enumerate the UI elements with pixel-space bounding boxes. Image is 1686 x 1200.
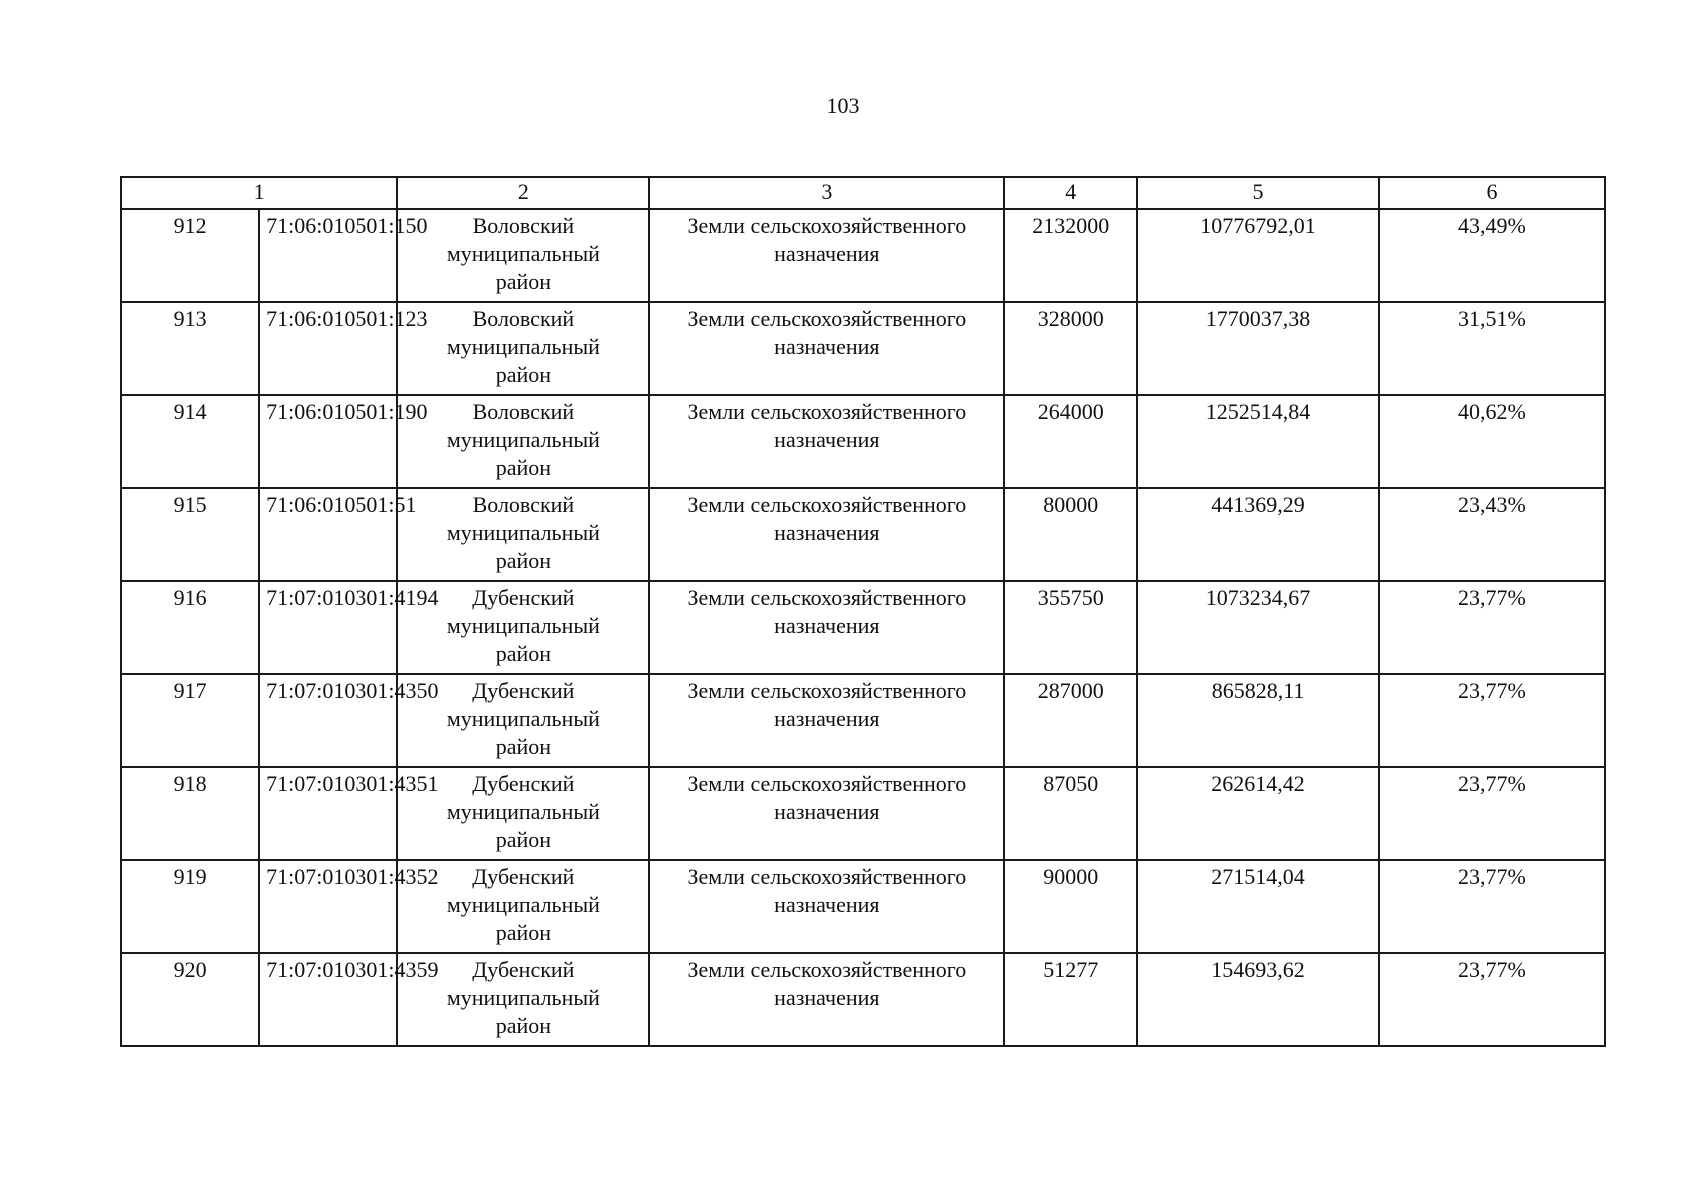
header-cell-4: 4 (1004, 177, 1137, 209)
land-category-cell (649, 209, 1004, 302)
land-category-cell (649, 488, 1004, 581)
land-category-cell-line: назначения (774, 334, 880, 359)
district-cell-line: муниципальный (446, 334, 600, 359)
district-cell-line: муниципальный (446, 427, 600, 452)
percent-cell: 23,77% (1379, 767, 1605, 860)
header-cell-1: 1 (121, 177, 397, 209)
district-cell-line: район (495, 920, 552, 945)
cadastral-number-cell: 71:07:010301:4351 (259, 767, 397, 860)
cadastral-value-cell: 1252514,84 (1137, 395, 1379, 488)
district-cell-line: район (495, 269, 552, 294)
percent-cell: 23,77% (1379, 581, 1605, 674)
row-number-cell: 914 (121, 395, 259, 488)
percent-cell: 23,77% (1379, 953, 1605, 1046)
area-cell: 90000 (1004, 860, 1137, 953)
area-cell: 51277 (1004, 953, 1137, 1046)
land-category-cell-line: Земли сельскохозяйственного (687, 585, 967, 610)
cadastral-number-cell: 71:06:010501:123 (259, 302, 397, 395)
cadastral-number-cell: 71:07:010301:4350 (259, 674, 397, 767)
cadastral-value-cell: 271514,04 (1137, 860, 1379, 953)
table-row (121, 674, 1605, 767)
percent-cell: 43,49% (1379, 209, 1605, 302)
land-category-cell-line: назначения (774, 520, 880, 545)
percent-cell: 31,51% (1379, 302, 1605, 395)
row-number-cell: 918 (121, 767, 259, 860)
area-cell: 80000 (1004, 488, 1137, 581)
table-row (121, 767, 1605, 860)
percent-cell: 40,62% (1379, 395, 1605, 488)
district-cell (397, 302, 649, 395)
table-row (121, 488, 1605, 581)
district-cell-line: район (495, 734, 552, 759)
row-number-cell: 916 (121, 581, 259, 674)
cadastral-value-cell: 262614,42 (1137, 767, 1379, 860)
percent-cell: 23,77% (1379, 674, 1605, 767)
district-cell-line: район (495, 362, 552, 387)
land-category-cell-line: Земли сельскохозяйственного (687, 492, 967, 517)
land-category-cell-line: назначения (774, 892, 880, 917)
district-cell-line: район (495, 455, 552, 480)
land-category-cell-line: назначения (774, 427, 880, 452)
district-cell (397, 395, 649, 488)
district-cell-line: Дубенский (472, 771, 575, 796)
table-header-row (121, 177, 1605, 209)
percent-cell: 23,43% (1379, 488, 1605, 581)
table-row (121, 953, 1605, 1046)
cadastral-value-cell: 1770037,38 (1137, 302, 1379, 395)
land-category-cell (649, 953, 1004, 1046)
area-cell: 355750 (1004, 581, 1137, 674)
area-cell: 2132000 (1004, 209, 1137, 302)
table-body (121, 177, 1605, 1046)
district-cell-line: район (495, 827, 552, 852)
header-cell-2: 2 (397, 177, 649, 209)
land-plots-table (120, 176, 1606, 1047)
district-cell-line: Воловский (472, 213, 575, 238)
cadastral-number-cell: 71:06:010501:190 (259, 395, 397, 488)
table-row (121, 395, 1605, 488)
land-category-cell (649, 302, 1004, 395)
page-number: 103 (826, 93, 860, 118)
district-cell-line: Воловский (472, 306, 575, 331)
area-cell: 87050 (1004, 767, 1137, 860)
header-cell-3: 3 (649, 177, 1004, 209)
row-number-cell: 920 (121, 953, 259, 1046)
district-cell-line: Дубенский (472, 957, 575, 982)
land-category-cell (649, 767, 1004, 860)
area-cell: 287000 (1004, 674, 1137, 767)
cadastral-number-cell: 71:06:010501:150 (259, 209, 397, 302)
header-cell-5: 5 (1137, 177, 1379, 209)
district-cell-line: муниципальный (446, 706, 600, 731)
land-category-cell (649, 395, 1004, 488)
area-cell: 328000 (1004, 302, 1137, 395)
district-cell (397, 209, 649, 302)
district-cell-line: Воловский (472, 399, 575, 424)
district-cell-line: район (495, 548, 552, 573)
district-cell-line: район (495, 641, 552, 666)
land-category-cell (649, 674, 1004, 767)
row-number-cell: 915 (121, 488, 259, 581)
land-category-cell-line: Земли сельскохозяйственного (687, 864, 967, 889)
cadastral-number-cell: 71:07:010301:4359 (259, 953, 397, 1046)
row-number-cell: 917 (121, 674, 259, 767)
land-category-cell-line: Земли сельскохозяйственного (687, 771, 967, 796)
table-row (121, 302, 1605, 395)
row-number-cell: 912 (121, 209, 259, 302)
district-cell-line: Дубенский (472, 585, 575, 610)
land-category-cell-line: назначения (774, 241, 880, 266)
land-category-cell-line: назначения (774, 613, 880, 638)
table-row (121, 860, 1605, 953)
row-number-cell: 913 (121, 302, 259, 395)
land-category-cell-line: назначения (774, 706, 880, 731)
district-cell-line: муниципальный (446, 892, 600, 917)
cadastral-value-cell: 1073234,67 (1137, 581, 1379, 674)
land-category-cell (649, 860, 1004, 953)
district-cell-line: муниципальный (446, 799, 600, 824)
land-category-cell-line: Земли сельскохозяйственного (687, 213, 967, 238)
land-category-cell-line: Земли сельскохозяйственного (687, 399, 967, 424)
land-category-cell-line: назначения (774, 799, 880, 824)
land-category-cell-line: Земли сельскохозяйственного (687, 306, 967, 331)
land-category-cell-line: Земли сельскохозяйственного (687, 678, 967, 703)
district-cell-line: муниципальный (446, 241, 600, 266)
header-cell-6: 6 (1379, 177, 1605, 209)
district-cell-line: муниципальный (446, 613, 600, 638)
district-cell-line: район (495, 1013, 552, 1038)
cadastral-number-cell: 71:06:010501:51 (259, 488, 397, 581)
district-cell-line: Дубенский (472, 678, 575, 703)
cadastral-value-cell: 865828,11 (1137, 674, 1379, 767)
table-row (121, 581, 1605, 674)
land-category-cell-line: Земли сельскохозяйственного (687, 957, 967, 982)
district-cell (397, 488, 649, 581)
percent-cell: 23,77% (1379, 860, 1605, 953)
row-number-cell: 919 (121, 860, 259, 953)
area-cell: 264000 (1004, 395, 1137, 488)
land-category-cell (649, 581, 1004, 674)
cadastral-number-cell: 71:07:010301:4352 (259, 860, 397, 953)
cadastral-value-cell: 10776792,01 (1137, 209, 1379, 302)
district-cell-line: муниципальный (446, 985, 600, 1010)
cadastral-value-cell: 154693,62 (1137, 953, 1379, 1046)
district-cell-line: Воловский (472, 492, 575, 517)
cadastral-value-cell: 441369,29 (1137, 488, 1379, 581)
district-cell-line: Дубенский (472, 864, 575, 889)
district-cell-line: муниципальный (446, 520, 600, 545)
land-category-cell-line: назначения (774, 985, 880, 1010)
cadastral-number-cell: 71:07:010301:4194 (259, 581, 397, 674)
table-row (121, 209, 1605, 302)
